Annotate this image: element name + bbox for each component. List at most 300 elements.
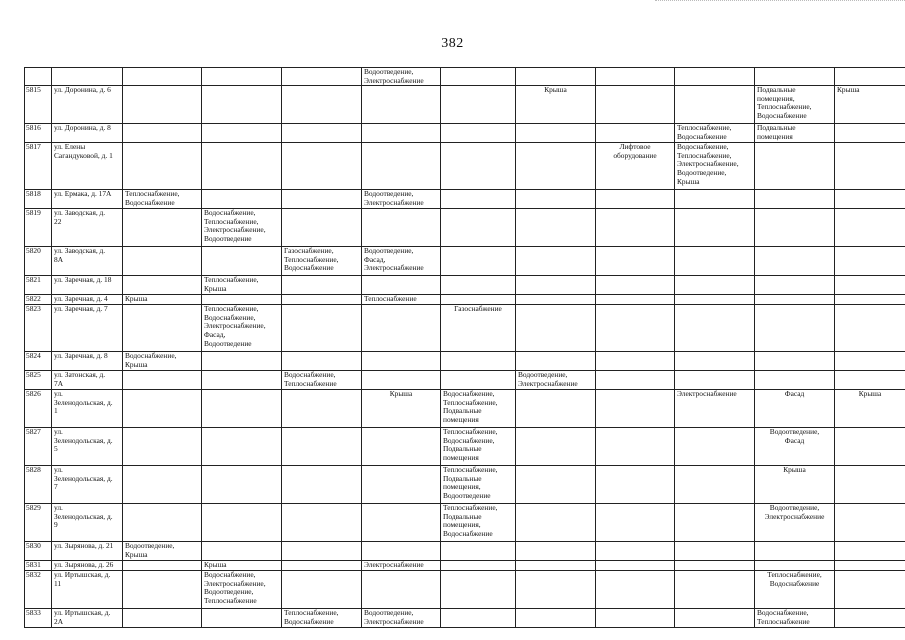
work-cell [441,68,516,86]
table-row [25,247,905,276]
work-cell [202,542,282,561]
work-cell [282,466,362,504]
work-cell [202,428,282,466]
address-cell [52,68,123,86]
work-cell [675,124,755,143]
work-cell [516,609,596,628]
cell-line: Водоснабжение, [757,608,809,618]
work-cell [755,390,835,428]
table-row [25,504,905,542]
work-cell [835,371,905,390]
work-cell [516,68,596,86]
table-row [25,390,905,428]
cell-line: Водоотведение, [677,167,727,177]
cell-line: Сагандуковой, д. 1 [54,150,113,160]
cell-line: Подвальные [443,511,482,521]
work-cell [835,390,905,428]
work-cell [755,542,835,561]
cell-line: помещения [443,414,479,424]
work-cell [282,124,362,143]
address-cell [52,466,123,504]
row-number: 5833 [25,609,52,628]
cell-line: Зеленодольская, д. [54,397,113,407]
work-cell [516,295,596,305]
cell-line: Подвальные [757,85,796,95]
work-cell [123,390,202,428]
work-cell [596,68,675,86]
cell-line: 7А [54,378,64,388]
cell-line: оборудование [613,150,657,160]
cell-line: 11 [54,578,62,588]
work-cell [362,68,441,86]
cell-line: 22 [54,216,62,226]
row-number: 5826 [25,390,52,428]
work-cell [516,571,596,609]
work-cell [596,305,675,352]
cell-line: ул. [54,503,63,513]
cell-line: Водоснабжение, [125,351,177,361]
cell-line: ул. Доронина, д. 8 [54,123,111,133]
work-cell [596,428,675,466]
cell-line: Зеленодольская, д. [54,511,113,521]
work-cell [596,143,675,190]
work-cell [362,209,441,247]
cell-line: ул. Зырянова, д. 26 [54,560,114,570]
work-cell [835,124,905,143]
work-cell [441,190,516,209]
work-cell [755,86,835,124]
work-cell [596,390,675,428]
cell-line: 7 [54,482,58,492]
table-row [25,143,905,190]
work-cell [362,143,441,190]
work-cell [835,561,905,571]
cell-line: Фасад [784,389,805,399]
cell-line: ул. [54,389,63,399]
cell-line: Электроснабжение [518,378,578,388]
work-cell [675,390,755,428]
work-cell [516,542,596,561]
cell-line: Крыша [389,389,413,399]
cell-line: Фасад [784,435,805,445]
cell-line: Крыша [125,549,148,559]
work-cell [755,247,835,276]
cell-line: Водоснабжение [769,578,820,588]
work-cell [755,68,835,86]
cell-line: Лифтовое [619,142,651,152]
work-cell [441,504,516,542]
cell-line: ул. Затонская, д. [54,370,106,380]
work-cell [596,86,675,124]
cell-line: Зеленодольская, д. [54,473,113,483]
table-row [25,305,905,352]
cell-line: Водоснабжение, [443,435,495,445]
cell-line: Теплоснабжение, [677,123,732,133]
work-cell [755,609,835,628]
work-cell [282,276,362,295]
work-cell [755,504,835,542]
work-cell [516,209,596,247]
work-cell [123,609,202,628]
work-cell [835,86,905,124]
cell-line: Подвальные [443,406,482,416]
work-cell [282,305,362,352]
row-number: 5825 [25,371,52,390]
work-cell [835,247,905,276]
table-row [25,68,905,86]
work-cell [755,143,835,190]
work-cell [675,542,755,561]
row-number: 5817 [25,143,52,190]
work-cell [516,86,596,124]
work-cell [755,571,835,609]
work-cell [441,209,516,247]
address-cell [52,542,123,561]
cell-line: Водоснабжение [284,263,334,273]
work-cell [441,143,516,190]
cell-line: Водоотведение, [364,608,414,618]
work-cell [123,190,202,209]
work-cell [441,124,516,143]
work-cell [755,561,835,571]
work-cell [282,209,362,247]
cell-line: Теплоснабжение, [677,150,732,160]
cell-line: 9 [54,520,58,530]
work-cell [362,276,441,295]
address-cell [52,190,123,209]
work-cell [755,305,835,352]
cell-line: Теплоснабжение [757,616,810,626]
work-cell [596,371,675,390]
work-cell [202,466,282,504]
work-cell [362,609,441,628]
cell-line: Теплоснабжение, [757,102,812,112]
work-cell [441,305,516,352]
cell-line: Водоснабжение, [443,389,495,399]
cell-line: Водоотведение [204,338,252,348]
table-row [25,609,905,628]
work-cell [362,504,441,542]
work-cell [596,276,675,295]
work-cell [362,571,441,609]
work-cell [675,190,755,209]
work-cell [202,247,282,276]
work-cell [362,466,441,504]
cell-line: Водоснабжение, [284,370,336,380]
work-cell [835,504,905,542]
table-row [25,571,905,609]
cell-line: помещения [757,131,793,141]
address-cell [52,86,123,124]
work-cell [441,466,516,504]
work-cell [202,390,282,428]
work-cell [123,352,202,371]
row-number: 5823 [25,305,52,352]
work-cell [123,247,202,276]
row-number: 5818 [25,190,52,209]
work-cell [516,247,596,276]
work-cell [675,561,755,571]
cell-line: Крыша [677,176,700,186]
work-cell [282,352,362,371]
row-number: 5831 [25,561,52,571]
work-cell [755,124,835,143]
work-cell [675,209,755,247]
work-cell [123,209,202,247]
row-number: 5830 [25,542,52,561]
work-cell [123,466,202,504]
work-cell [835,143,905,190]
cell-line: Фасад, [204,329,226,339]
cell-line: Водоснабжение [443,528,493,538]
work-cell [202,305,282,352]
work-cell [202,561,282,571]
cell-line: Водоснабжение [125,197,175,207]
work-cell [202,86,282,124]
cell-line: 2А [54,616,64,626]
work-cell [675,352,755,371]
cell-line: Крыша [125,359,148,369]
work-cell [441,609,516,628]
work-cell [123,143,202,190]
table-row [25,124,905,143]
work-cell [362,305,441,352]
address-cell [52,209,123,247]
work-cell [441,571,516,609]
work-cell [516,466,596,504]
address-cell [52,143,123,190]
address-cell [52,124,123,143]
work-cell [835,276,905,295]
cell-line: Водоснабжение [677,131,727,141]
work-cell [123,371,202,390]
work-cell [282,561,362,571]
work-cell [516,390,596,428]
work-cell [675,571,755,609]
work-cell [835,305,905,352]
work-cell [755,276,835,295]
work-cell [123,86,202,124]
cell-line: Водоотведение, [769,427,820,437]
row-number: 5820 [25,247,52,276]
work-cell [755,466,835,504]
work-cell [835,428,905,466]
cell-line: ул. Зырянова, д. 21 [54,541,114,551]
cell-line: Электроснабжение [364,75,424,85]
work-cell [441,561,516,571]
row-number: 5827 [25,428,52,466]
work-cell [362,86,441,124]
work-cell [675,371,755,390]
repair-schedule-table [24,67,905,628]
work-cell [441,86,516,124]
work-cell [282,143,362,190]
cell-line: 5 [54,444,58,454]
row-number: 5821 [25,276,52,295]
work-cell [596,352,675,371]
cell-line: Водоотведение, [769,503,820,513]
work-cell [835,68,905,86]
work-cell [202,609,282,628]
work-cell [516,352,596,371]
work-cell [675,247,755,276]
cell-line: Водоснабжение [757,110,807,120]
cell-line: Водоотведение [204,233,252,243]
cell-line: Водоснабжение [284,616,334,626]
cell-line: Электроснабжение, [677,159,739,169]
work-cell [362,428,441,466]
cell-line: Водоснабжение, [204,208,256,218]
cell-line: Водоснабжение, [204,570,256,580]
work-cell [202,190,282,209]
cell-line: Водоснабжение, [677,142,729,152]
table-row [25,542,905,561]
cell-line: помещения, [443,482,481,492]
work-cell [516,428,596,466]
cell-line: Подвальные [443,473,482,483]
work-cell [596,209,675,247]
work-cell [596,295,675,305]
work-cell [282,609,362,628]
work-cell [516,276,596,295]
address-cell [52,561,123,571]
cell-line: Теплоснабжение [204,595,257,605]
work-cell [835,352,905,371]
work-cell [282,247,362,276]
cell-line: Теплоснабжение, [443,397,498,407]
cell-line: Водоотведение, [518,370,568,380]
row-number: 5829 [25,504,52,542]
address-cell [52,371,123,390]
cell-line: Водоотведение, [364,67,414,76]
work-cell [441,295,516,305]
cell-line: ул. [54,465,63,475]
table-row [25,295,905,305]
work-cell [282,504,362,542]
work-cell [362,390,441,428]
cell-line: Водоотведение, [204,587,254,597]
cell-line: помещения, [757,93,795,103]
cell-line: Электроснабжение [764,511,825,521]
work-cell [441,428,516,466]
cell-line: Зеленодольская, д. [54,435,113,445]
work-cell [596,504,675,542]
row-number: 5819 [25,209,52,247]
row-number: 5828 [25,466,52,504]
work-cell [675,86,755,124]
work-cell [441,371,516,390]
cell-line: ул. [54,427,63,437]
cell-line: Теплоснабжение, [204,304,259,314]
work-cell [596,190,675,209]
work-cell [835,190,905,209]
work-cell [755,295,835,305]
work-cell [123,276,202,295]
table-row [25,561,905,571]
cell-line: Электроснабжение [364,197,424,207]
cell-line: Подвальные [757,123,796,133]
cell-line: Газоснабжение [454,304,502,314]
cell-line: ул. Заречная, д. 7 [54,304,108,314]
page-number: 382 [441,36,464,51]
work-cell [362,190,441,209]
cell-line: Электроснабжение, [204,225,266,235]
address-cell [52,571,123,609]
work-cell [202,209,282,247]
work-cell [282,295,362,305]
work-cell [282,390,362,428]
cell-line: ул. Заводская, д. [54,208,106,218]
work-cell [835,209,905,247]
cell-line: Крыша [544,85,567,95]
cell-line: Крыша [783,465,806,475]
work-cell [202,276,282,295]
cell-line: Водоотведение [443,490,491,500]
work-cell [123,305,202,352]
work-cell [282,371,362,390]
cell-line: Водоотведение, [364,246,414,256]
row-number: 5816 [25,124,52,143]
table-row [25,276,905,295]
work-cell [516,124,596,143]
cell-line: 1 [54,406,58,416]
table-row [25,352,905,371]
cell-line: Теплоснабжение, [204,275,259,285]
cell-line: Теплоснабжение, [284,608,339,618]
cell-line: Крыша [125,294,148,304]
cell-line: ул. Иртышская, д. [54,608,111,618]
work-cell [596,124,675,143]
table-row [25,86,905,124]
cell-line: Электроснабжение, [204,321,266,331]
cell-line: ул. Ермака, д. 17А [54,189,112,199]
work-cell [675,504,755,542]
cell-line: Электроснабжение [364,560,424,570]
work-cell [441,542,516,561]
work-cell [835,571,905,609]
work-cell [835,609,905,628]
address-cell [52,305,123,352]
cell-line: Водоснабжение, [204,312,256,322]
work-cell [282,68,362,86]
work-cell [202,371,282,390]
work-cell [202,571,282,609]
cell-line: ул. Заводская, д. [54,246,106,256]
work-cell [123,124,202,143]
work-cell [516,371,596,390]
work-cell [835,295,905,305]
work-cell [123,542,202,561]
work-cell [362,371,441,390]
table-row [25,371,905,390]
cell-line: Теплоснабжение, [204,216,259,226]
work-cell [675,609,755,628]
cell-line: Электроснабжение [677,389,737,399]
work-cell [202,68,282,86]
work-cell [516,190,596,209]
address-cell [52,390,123,428]
work-cell [755,428,835,466]
table-row [25,428,905,466]
work-cell [596,571,675,609]
row-number: 5822 [25,295,52,305]
work-cell [441,352,516,371]
work-cell [835,542,905,561]
address-cell [52,352,123,371]
work-cell [282,428,362,466]
work-cell [675,276,755,295]
table-row [25,190,905,209]
